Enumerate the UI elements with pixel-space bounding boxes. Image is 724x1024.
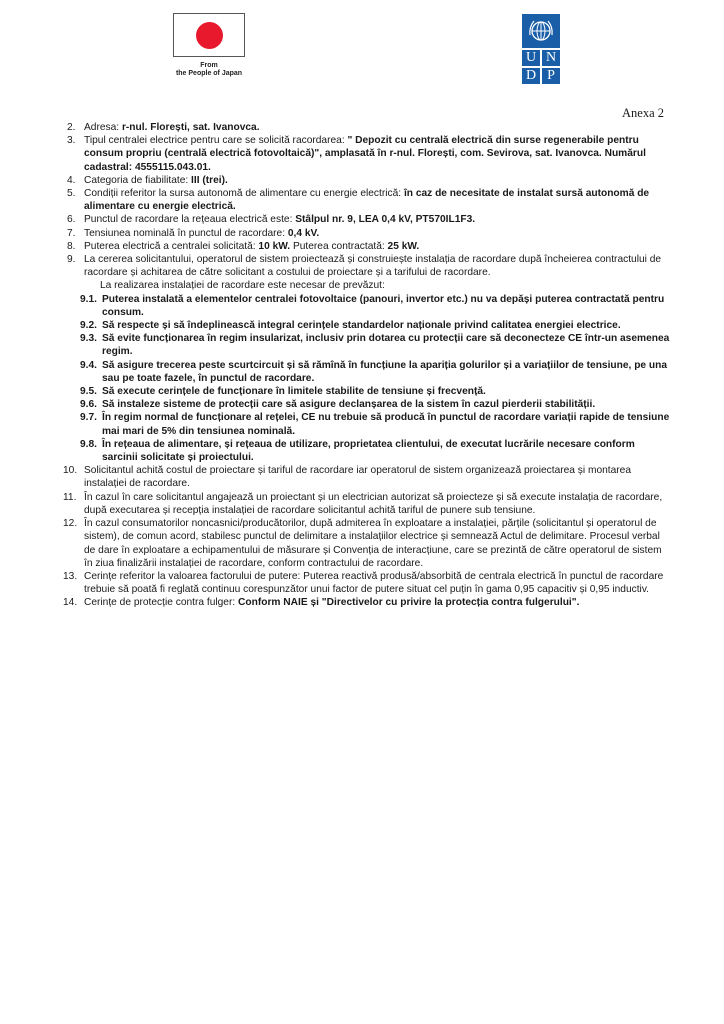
- item-2: 2. Adresa: r-nul. Florești, sat. Ivanovca.: [67, 122, 260, 133]
- item-13: 13. Cerințe referitor la valoarea factorului de putere: Puterea reactivă produsă/absorbită de centrala electrică în punctul de racordare trebuie să poată fi reglată continuu corespunzător unui factor de putere situat cel puțin în gama 0,95 capacitiv și 0,95 inductiv.: [63, 570, 664, 596]
- subitem-9-8: 9.8. În rețeaua de alimentare, și rețeaua de utilizare, proprietatea clientului, de executat lucrările necesare conform sarcinii solicitate și proiectului.: [80, 438, 635, 464]
- subitem-9-2: 9.2. Să respecte și să îndeplinească integral cerințele standardelor naționale privind calitatea energiei electrice.: [80, 320, 621, 332]
- subitem-9-4: 9.4. Să asigure trecerea peste scurtcircuit și să rămînă în funcțiune la apariția golurilor și a variațiilor de tensiune, pe una sau pe toate fazele, în punctul de racordare.: [80, 359, 668, 384]
- annex-label: Anexa 2: [622, 106, 664, 120]
- document-body: [63, 121, 672, 610]
- item-9: 9. La cererea solicitantului, operatorul de sistem proiectează și construiește instalația de racordare după încheierea contractului de racordare și achitarea de către solicitant a costului de proiectare și a tarifului de racordare. La realizarea instalației de racordare este necesar de prevăzut:: [72, 253, 672, 293]
- subitem-9-6: 9.6. Să instaleze sisteme de protecții care să asigure declanșarea de la sistem în cazul pierderii stabilității.: [80, 399, 596, 411]
- japan-caption-line1: From: [200, 62, 218, 69]
- undp-logo: [522, 14, 560, 84]
- item-7: 7. Tensiunea nominală în punctul de racordare: 0,4 kV.: [67, 227, 320, 239]
- japan-caption: [150, 62, 268, 78]
- item-10: 10. Solicitantul achită costul de proiectare și tariful de racordare iar operatorul de sistem organizează proiectarea și montarea instalației de racordare.: [63, 465, 632, 490]
- item-3: 3. Tipul centralei electrice pentru care se solicită racordarea: " Depozit cu centrală electrică din surse regenerabile pentru consum propriu (centrală electrică fotovoltaică)", amplasată în r-nul. Florești, com. Sevirova, sat. Ivanovca. Numărul cadastral: 4555115.043.01.: [67, 135, 646, 173]
- undp-letter-u: U: [522, 50, 540, 66]
- subitem-9-7: 9.7. În regim normal de funcționare al rețelei, CE nu trebuie să producă în punctul de racordare variații rapide de tensiune mai mari de 5% din tensiunea nominală.: [80, 412, 670, 437]
- subitem-9-5: 9.5. Să execute cerințele de funcționare în limitele stabilite de tensiune și frecvență.: [80, 386, 486, 398]
- subitem-9-1: 9.1. Puterea instalată a elementelor centralei fotovoltaice (panouri, invertor etc.) nu va depăși puterea contractată pentru consum.: [80, 293, 665, 318]
- japan-caption-line2: the People of Japan: [175, 70, 243, 77]
- item-4: 4. Categoria de fiabilitate: III (trei).: [67, 174, 228, 186]
- undp-letter-d: D: [522, 68, 540, 84]
- undp-letter-n: N: [542, 50, 560, 66]
- item-9-note: La realizarea instalației de racordare este necesar de prevăzut:: [100, 280, 385, 292]
- rising-sun-icon: [196, 22, 223, 49]
- item-8: 8. Puterea electrică a centralei solicitată: 10 kW. Puterea contractată: 25 kW.: [67, 240, 420, 252]
- item-14: 14. Cerințe de protecție contra fulger: Conform NAIE și "Directivelor cu privire la protecția contra fulgerului".: [63, 597, 580, 609]
- undp-letter-p: P: [542, 68, 560, 84]
- un-emblem-icon: [522, 14, 560, 48]
- item-5: 5. Condiții referitor la sursa autonomă de alimentare cu energie electrică: în caz de necesitate de instalat sursă autonomă de alimentare cu energie electrică.: [67, 188, 650, 213]
- item-12: 12. În cazul consumatorilor noncasnici/producătorilor, după admiterea în exploatare a instalației, părțile (solicitantul și operatorul de sistem), de comun acord, stabilesc punctul de delimitare a instalațiilor electrice și semnează Actul de delimitare. Procesul verbal de dare în exploatare a echipamentului de măsurare și Convenția de interacțiune, care se prezintă de către operatorul de sistem în ziua finalizării instalației de racordare, conform contractului de racordare.: [63, 518, 662, 569]
- item-11: 11. În cazul în care solicitantul angajează un proiectant și un electrician autorizat să proiecteze și să execute instalația de racordare, după executarea și recepția instalației de racordare solicitantul achită tariful de punere sub tensiune.: [63, 491, 663, 516]
- subitem-9-3: 9.3. Să evite funcționarea în regim insularizat, inclusiv prin dotarea cu protecții care să deconecteze CE într-un asemenea regim.: [80, 333, 670, 358]
- japan-flag-logo: [173, 13, 245, 57]
- item-6: 6. Punctul de racordare la rețeaua electrică este: Stâlpul nr. 9, LEA 0,4 kV, PT570IL1F3.: [67, 214, 476, 226]
